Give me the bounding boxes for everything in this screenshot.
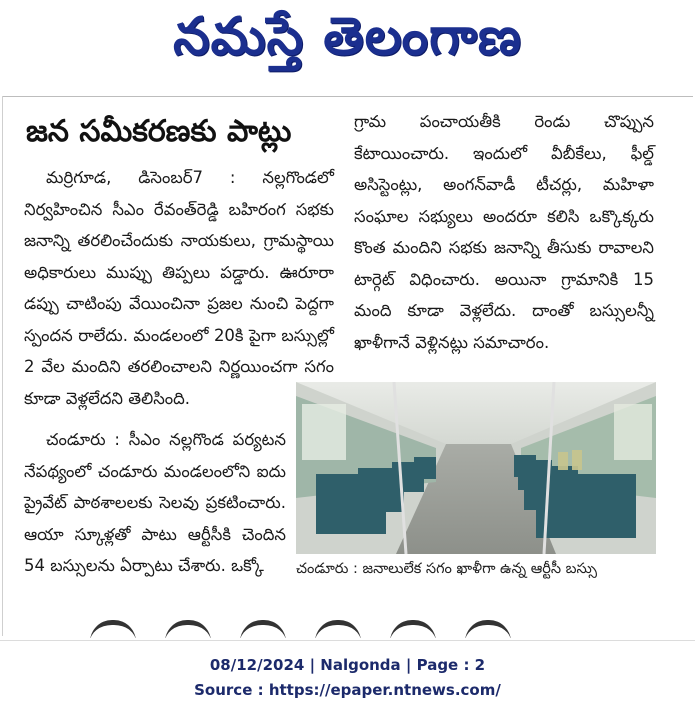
cutoff-glyph — [240, 620, 286, 638]
article-headline: జన సమీకరణకు పాట్లు — [26, 114, 292, 149]
footer-page: Page : 2 — [416, 656, 486, 674]
footer-separator: | — [309, 656, 321, 674]
cutoff-glyph — [390, 620, 436, 638]
article-paragraph-1: మర్రిగూడ, డిసెంబర్7 : నల్లగొండలో నిర్వహించిన సీఎం రేవంత్‌రెడ్డి బహిరంగ సభకు జనాన్ని తరలించేందుకు నాయకులు, గ్రామస్థాయి అధికారులు ముప్పు తిప్పలు పడ్డారు. ఊరూరా డప్పు చాటింపు వేయించినా ప్రజల నుంచి పెద్దగా స్పందన రాలేదు. మండలంలో 20కి పైగా బస్సుల్లో 2 వేల మందిని తరలించాలని నిర్ణయించగా సగం కూడా వెళ్లలేదని తెలిసింది. — [24, 168, 334, 408]
cutoff-glyph — [315, 620, 361, 638]
cutoff-glyph — [165, 620, 211, 638]
footer-source: Source : https://epaper.ntnews.com/ — [194, 681, 501, 699]
article-left-column — [24, 106, 354, 414]
photo-caption: చండూరు : జనాలులేక సగం ఖాళీగా ఉన్న ఆర్టీసీ బస్సు — [296, 561, 597, 577]
bus-interior-image — [296, 382, 656, 554]
footer-edition: Nalgonda — [320, 656, 401, 674]
footer-meta — [0, 656, 695, 674]
article-paragraph-2: చండూరు : సీఎం నల్లగొండ పర్యటన నేపథ్యంలో చండూరు మండలంలోని ఐదు ప్రైవేట్ పాఠశాలలకు సెలవు ప్రకటించారు. ఆయా స్కూళ్లతో పాటు ఆర్టీసీకి చెందిన 54 బస్సులను ఏర్పాటు చేశారు. ఒక్కో — [24, 430, 286, 575]
next-headline-cutoff — [90, 620, 600, 638]
newspaper-masthead: నమస్తే తెలంగాణ — [173, 6, 522, 67]
bus-interior-photo — [296, 382, 656, 554]
cutoff-glyph — [465, 620, 511, 638]
cutoff-glyph — [90, 620, 136, 638]
footer-separator: | — [405, 656, 417, 674]
article-left-lower — [24, 424, 286, 582]
footer-band — [0, 640, 695, 719]
clip-left-edge — [2, 96, 3, 636]
top-rule — [2, 96, 693, 97]
footer-date: 08/12/2024 — [209, 656, 305, 674]
article-right-column — [354, 106, 654, 358]
article-paragraph-right: గ్రామ పంచాయతీకి రెండు చొప్పున కేటాయించారు. ఇందులో వీబీకేలు, ఫీల్డ్ అసిస్టెంట్లు, అంగన్‌వాడీ టీచర్లు, మహిళా సంఘాల సభ్యులు అందరూ కలిసి ఒక్కొక్కరు కొంత మందిని సభకు జనాన్ని తీసుకు రావాలని టార్గెట్ విధించారు. అయినా గ్రామానికి 15 మంది కూడా వెళ్లలేదు. దాంతో బస్సులన్నీ ఖాళీగానే వెళ్లినట్లు సమాచారం. — [354, 112, 654, 352]
